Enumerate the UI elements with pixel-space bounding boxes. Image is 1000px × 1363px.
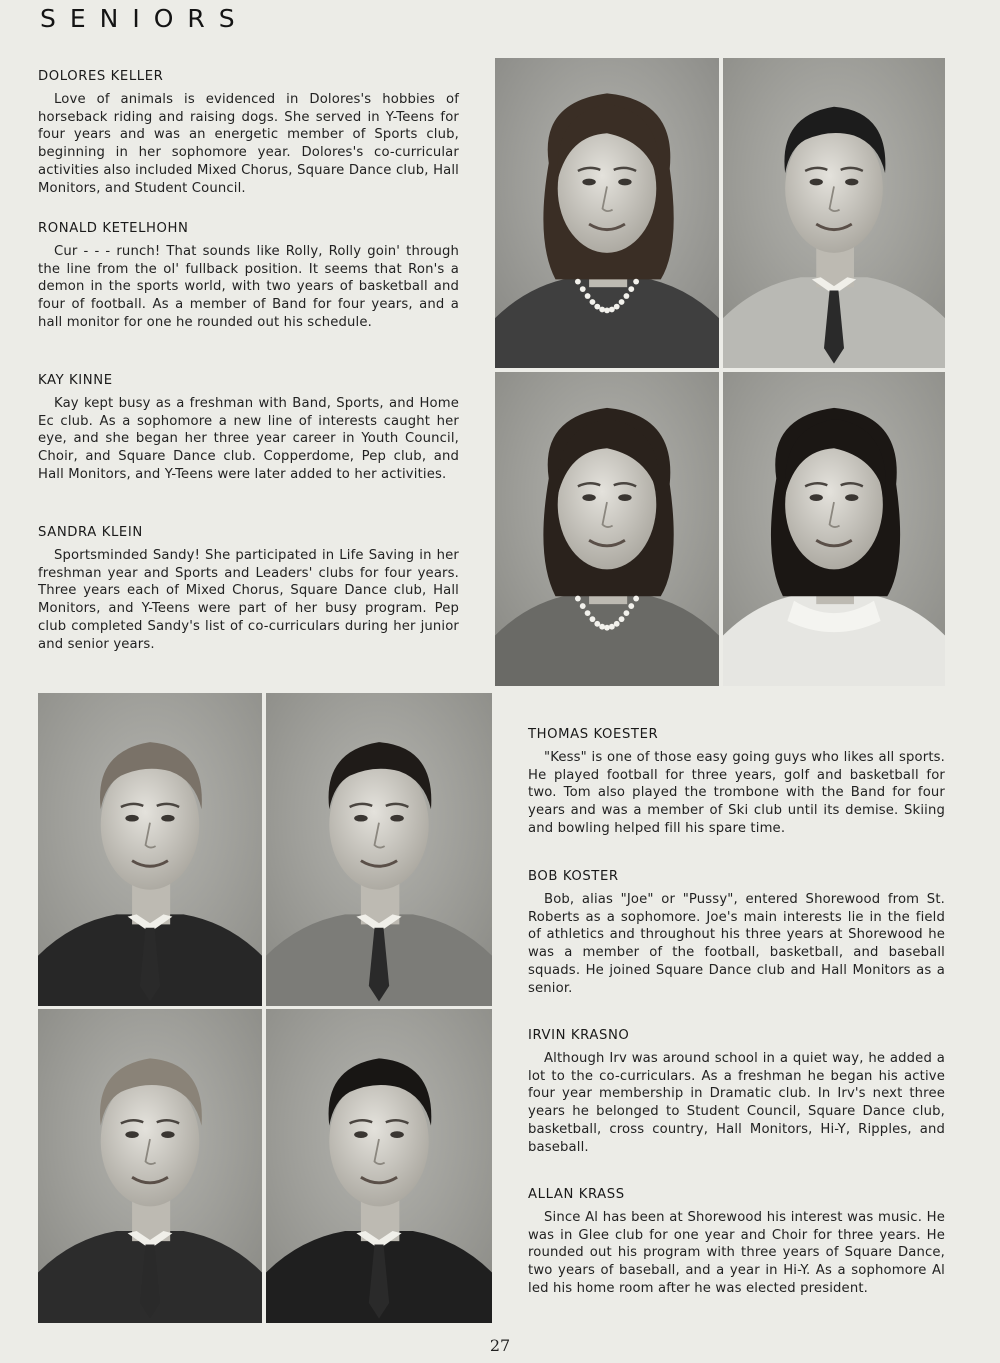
bio-allan-krass — [528, 1186, 945, 1298]
bio-sandra-klein — [38, 524, 459, 654]
portrait-image — [266, 1009, 492, 1323]
student-name: IRVIN KRASNO — [528, 1028, 630, 1043]
page-title: SENIORS — [40, 4, 249, 33]
student-bio-text: "Kess" is one of those easy going guys who likes all sports. He played football for three years, golf and basketball for two. Tom also played the trombone with the Band for four years and was a member of Ski club until its demise. Skiing and bowling helped fill his spare time. — [528, 749, 945, 836]
student-name: KAY KINNE — [38, 373, 113, 388]
student-name: BOB KOSTER — [528, 869, 619, 884]
portrait-photo-ronald-ketelhohn — [723, 58, 945, 368]
student-bio-text: Cur - - - runch! That sounds like Rolly, Rolly goin' through the line from the ol' fullback position. It seems that Ron's a demon in the sports world, with two years of basketball and four of football. As a member of Band for four years, and a hall monitor for one he rounded out his schedule. — [38, 243, 459, 330]
student-name: THOMAS KOESTER — [528, 727, 659, 742]
portrait-photo-irvin-krasno — [38, 1009, 262, 1323]
portrait-image — [38, 693, 262, 1006]
student-bio-text: Kay kept busy as a freshman with Band, Sports, and Home Ec club. As a sophomore a new line of interests caught her eye, and she began her three year career in Youth Council, Choir, and Square Dance club. Copperdome, Pep club, and Hall Monitors, and Y-Teens were later added to her activities. — [38, 395, 459, 482]
student-name: ALLAN KRASS — [528, 1187, 625, 1202]
portrait-image — [495, 372, 719, 686]
portrait-image — [38, 1009, 262, 1323]
portrait-image — [266, 693, 492, 1006]
portrait-image — [723, 372, 945, 686]
bio-ronald-ketelhohn — [38, 220, 459, 332]
bio-thomas-koester — [528, 726, 945, 838]
portrait-image — [723, 58, 945, 368]
portrait-photo-allan-krass — [266, 1009, 492, 1323]
bio-bob-koster — [528, 868, 945, 998]
page-number: 27 — [489, 1336, 511, 1355]
student-name: RONALD KETELHOHN — [38, 221, 189, 236]
portrait-photo-bob-koster — [266, 693, 492, 1006]
portrait-photo-sandra-klein — [723, 372, 945, 686]
student-name: DOLORES KELLER — [38, 69, 164, 84]
student-bio-text: Sportsminded Sandy! She participated in Life Saving in her freshman year and Sports and Leaders' clubs for four years. Three years each of Mixed Chorus, Square Dance club, Hall Monitors, and Y-Teens were part of her busy program. Pep club completed Sandy's list of co-curriculars during her junior and senior years. — [38, 547, 459, 652]
student-bio-text: Love of animals is evidenced in Dolores's hobbies of horseback riding and raising dogs. She served in Y-Teens for four years and was an energetic member of Sports club, beginning in her sophomore year. Dolores's co-curricular activities also included Mixed Chorus, Square Dance club, Hall Monitors, and Student Council. — [38, 91, 459, 196]
student-bio-text: Although Irv was around school in a quiet way, he added a lot to the co-curriculars. As a freshman he began his active four year membership in Dramatic club. In Irv's next three years he belonged to Student Council, Square Dance club, basketball, cross country, Hall Monitors, Hi-Y, Ripples, and baseball. — [528, 1050, 945, 1155]
portrait-image — [495, 58, 719, 368]
student-bio-text: Since Al has been at Shorewood his interest was music. He was in Glee club for one year and Choir for three years. He rounded out his program with three years of Square Dance, two years of baseball, and a year in Hi-Y. As a sophomore Al led his home room after he was elected president. — [528, 1209, 945, 1296]
student-name: SANDRA KLEIN — [38, 525, 143, 540]
bio-kay-kinne — [38, 372, 459, 484]
bio-dolores-keller — [38, 68, 459, 198]
portrait-photo-kay-kinne — [495, 372, 719, 686]
student-bio-text: Bob, alias "Joe" or "Pussy", entered Shorewood from St. Roberts as a sophomore. Joe's main interests lie in the field of athletics and throughout his three years at Shorewood he was a member of the football, basketball, and baseball squads. He joined Square Dance club and Hall Monitors as a senior. — [528, 891, 945, 996]
bio-irvin-krasno — [528, 1027, 945, 1157]
portrait-photo-thomas-koester — [38, 693, 262, 1006]
portrait-photo-dolores-keller — [495, 58, 719, 368]
